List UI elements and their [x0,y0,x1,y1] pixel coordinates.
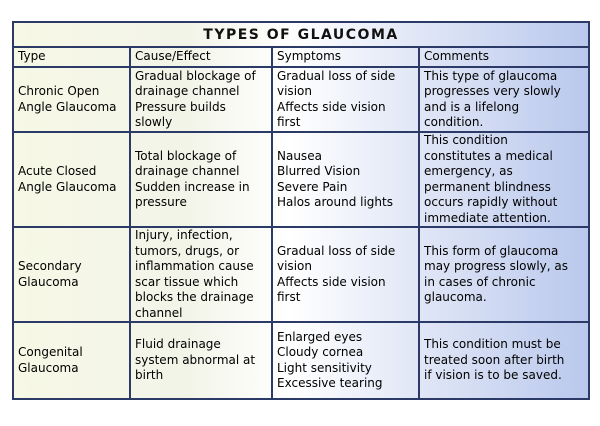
type-cell [14,67,130,132]
cause-text: Injury, infection, tumors, drugs, or inflammation cause scar tissue which blocks the drainage channel [135,228,254,320]
type-cell [14,132,130,227]
comments-text: This form of glaucoma may progress slowly, as in cases of chronic glaucoma. [424,243,568,304]
glaucoma-types-table [14,48,588,398]
cause-text: Gradual blockage of drainage channel Pressure builds slowly [135,68,256,129]
symptoms-text: Gradual loss of side vision Affects side vision first [277,243,396,304]
symptoms-text: Gradual loss of side vision Affects side vision first [277,68,396,129]
cause-cell [130,67,272,132]
cause-cell [130,322,272,398]
table-row [14,322,588,398]
comments-cell [419,322,588,398]
column-header-symptoms: Symptoms [272,48,419,67]
type-text: Secondary Glaucoma [18,259,82,289]
symptoms-cell [272,67,419,132]
comments-cell [419,132,588,227]
column-header-cause-effect: Cause/Effect [130,48,272,67]
symptoms-cell [272,322,419,398]
comments-text: This condition constitutes a medical emergency, as permanent blindness occurs rapidly without immediate attention. [424,133,558,225]
table-row [14,67,588,132]
type-text: Congenital Glaucoma [18,345,83,375]
glaucoma-table-frame [12,21,590,400]
type-cell [14,322,130,398]
symptoms-text: Enlarged eyes Cloudy cornea Light sensitivity Excessive tearing [277,329,383,390]
cause-cell [130,132,272,227]
comments-text: This type of glaucoma progresses very slowly and is a lifelong condition. [424,68,561,129]
table-row [14,132,588,227]
type-cell [14,227,130,322]
table-row [14,227,588,322]
table-header-row [14,48,588,67]
column-header-comments: Comments [419,48,588,67]
cause-text: Fluid drainage system abnormal at birth [135,337,256,383]
comments-cell [419,227,588,322]
comments-text: This condition must be treated soon after birth if vision is to be saved. [424,337,565,383]
symptoms-cell [272,132,419,227]
cause-cell [130,227,272,322]
type-text: Chronic Open Angle Glaucoma [18,84,117,114]
symptoms-cell [272,227,419,322]
type-text: Acute Closed Angle Glaucoma [18,164,117,194]
column-header-type: Type [14,48,130,67]
cause-text: Total blockage of drainage channel Sudden increase in pressure [135,148,250,209]
symptoms-text: Nausea Blurred Vision Severe Pain Halos around lights [277,148,393,209]
comments-cell [419,67,588,132]
table-title: TYPES OF GLAUCOMA [14,23,588,48]
